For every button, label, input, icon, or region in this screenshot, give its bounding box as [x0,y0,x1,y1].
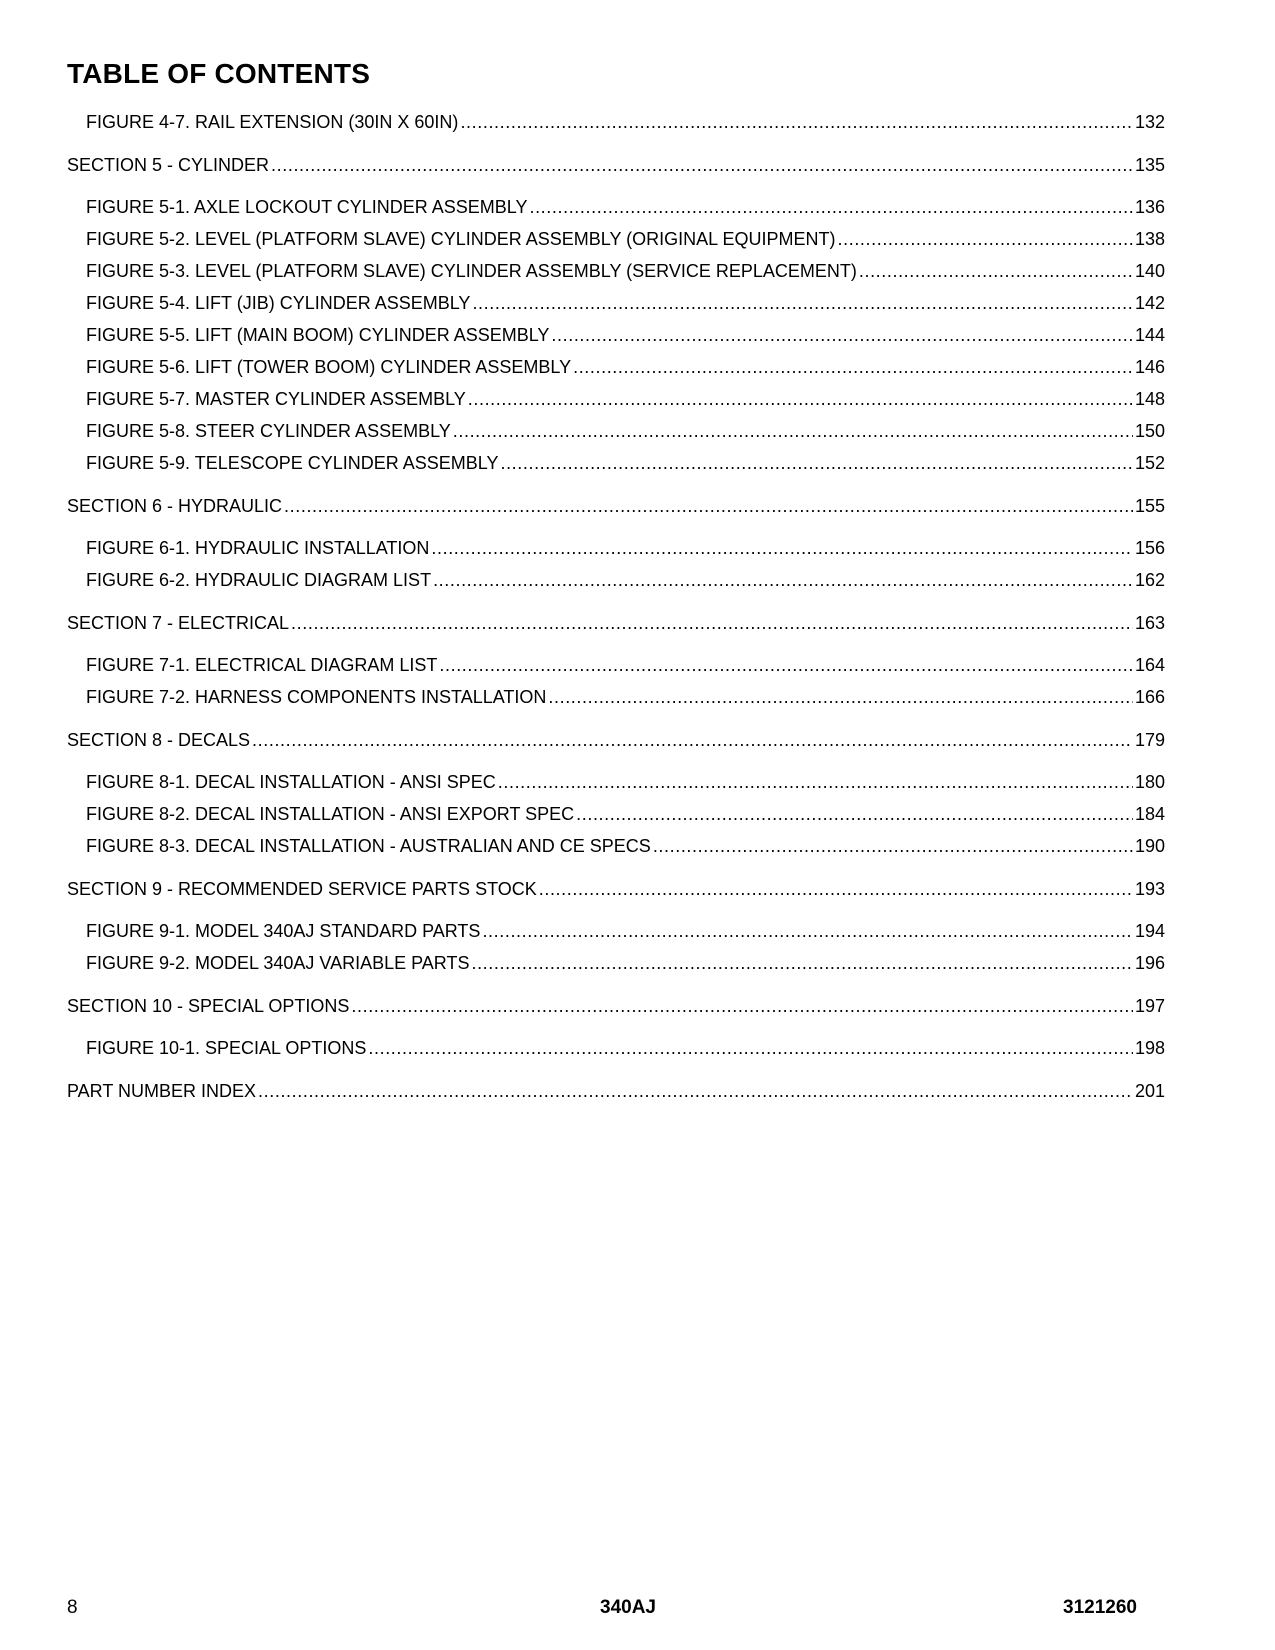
toc-dot-leader [471,953,1132,973]
toc-entry-page-number: 150 [1134,421,1165,441]
toc-dot-leader [368,1038,1133,1058]
toc-entry-page-number: 135 [1134,154,1165,175]
toc-entry-label: FIGURE 8-3. DECAL INSTALLATION - AUSTRALIAN AND CE SPECS [86,836,651,856]
toc-entry-label: FIGURE 7-1. ELECTRICAL DIAGRAM LIST [86,655,438,675]
toc-entry-label: FIGURE 9-1. MODEL 340AJ STANDARD PARTS [86,921,481,941]
toc-dot-leader [258,1081,1133,1101]
toc-figure-entry[interactable] [67,538,1165,570]
toc-dot-leader [291,613,1133,633]
toc-entry-label: PART NUMBER INDEX [67,1080,257,1101]
toc-entry-page-number: 142 [1134,293,1165,313]
toc-dot-leader [284,496,1133,516]
toc-dot-leader [529,197,1132,217]
table-of-contents [67,112,1165,1113]
toc-entry-page-number: 132 [1134,112,1165,132]
toc-figure-entry[interactable] [67,421,1165,453]
toc-figure-entry[interactable] [67,389,1165,421]
toc-figure-entry[interactable] [67,570,1165,602]
toc-entry-page-number: 190 [1134,836,1165,856]
toc-figure-entry[interactable] [67,836,1165,868]
toc-entry-page-number: 138 [1134,229,1165,249]
page-title: TABLE OF CONTENTS [67,58,371,89]
toc-dot-leader [653,836,1133,856]
toc-entry-page-number: 148 [1134,389,1165,409]
toc-entry-page-number: 164 [1134,655,1165,675]
toc-entry-label: FIGURE 4-7. RAIL EXTENSION (30IN X 60IN) [86,112,459,132]
toc-dot-leader [433,570,1133,590]
toc-dot-leader [859,261,1133,281]
toc-figure-entry[interactable] [67,921,1165,953]
toc-entry-label: FIGURE 5-3. LEVEL (PLATFORM SLAVE) CYLINDER ASSEMBLY (SERVICE REPLACEMENT) [86,261,857,281]
toc-figure-entry[interactable] [67,357,1165,389]
toc-entry-label: FIGURE 8-1. DECAL INSTALLATION - ANSI SPEC [86,772,496,792]
toc-entry-label: FIGURE 8-2. DECAL INSTALLATION - ANSI EXPORT SPEC [86,804,575,824]
toc-dot-leader [500,453,1132,473]
toc-figure-entry[interactable] [67,687,1165,719]
toc-entry-page-number: 193 [1134,878,1165,899]
toc-section-entry[interactable] [67,613,1165,645]
toc-entry-label: FIGURE 5-7. MASTER CYLINDER ASSEMBLY [86,389,466,409]
toc-entry-page-number: 197 [1134,995,1165,1016]
footer-page-number: 8 [67,1597,78,1618]
toc-entry-page-number: 155 [1134,495,1165,516]
toc-entry-label: FIGURE 5-6. LIFT (TOWER BOOM) CYLINDER ASSEMBLY [86,357,572,377]
toc-entry-page-number: 196 [1134,953,1165,973]
toc-figure-entry[interactable] [67,953,1165,985]
toc-dot-leader [573,357,1133,377]
toc-entry-page-number: 179 [1134,729,1165,750]
toc-entry-page-number: 201 [1134,1080,1165,1101]
toc-entry-page-number: 198 [1134,1038,1165,1058]
toc-figure-entry[interactable] [67,772,1165,804]
toc-entry-label: SECTION 7 - ELECTRICAL [67,612,290,633]
toc-entry-page-number: 184 [1134,804,1165,824]
toc-dot-leader [351,996,1133,1016]
toc-figure-entry[interactable] [67,804,1165,836]
toc-entry-page-number: 140 [1134,261,1165,281]
toc-entry-label: SECTION 8 - DECALS [67,729,251,750]
toc-section-entry[interactable] [67,1081,1165,1113]
toc-entry-page-number: 163 [1134,612,1165,633]
toc-dot-leader [460,112,1133,132]
toc-dot-leader [252,730,1133,750]
toc-entry-label: FIGURE 5-2. LEVEL (PLATFORM SLAVE) CYLINDER ASSEMBLY (ORIGINAL EQUIPMENT) [86,229,836,249]
toc-entry-label: FIGURE 5-4. LIFT (JIB) CYLINDER ASSEMBLY [86,293,471,313]
toc-figure-entry[interactable] [67,261,1165,293]
toc-entry-page-number: 162 [1134,570,1165,590]
toc-entry-page-number: 136 [1134,197,1165,217]
toc-entry-label: FIGURE 6-2. HYDRAULIC DIAGRAM LIST [86,570,432,590]
toc-figure-entry[interactable] [67,293,1165,325]
toc-entry-label: FIGURE 6-1. HYDRAULIC INSTALLATION [86,538,430,558]
toc-entry-label: SECTION 9 - RECOMMENDED SERVICE PARTS STOCK [67,878,537,899]
toc-figure-entry[interactable] [67,229,1165,261]
toc-section-entry[interactable] [67,496,1165,528]
toc-entry-label: SECTION 10 - SPECIAL OPTIONS [67,995,350,1016]
footer-document-number: 3121260 [1063,1597,1137,1618]
toc-entry-label: FIGURE 9-2. MODEL 340AJ VARIABLE PARTS [86,953,470,973]
toc-dot-leader [431,538,1133,558]
toc-dot-leader [468,389,1133,409]
toc-entry-label: FIGURE 5-8. STEER CYLINDER ASSEMBLY [86,421,451,441]
toc-dot-leader [472,293,1133,313]
toc-dot-leader [551,325,1133,345]
toc-entry-page-number: 146 [1134,357,1165,377]
toc-dot-leader [271,155,1133,175]
toc-dot-leader [838,229,1133,249]
toc-dot-leader [539,879,1133,899]
toc-dot-leader [548,687,1133,707]
toc-entry-label: FIGURE 5-5. LIFT (MAIN BOOM) CYLINDER ASSEMBLY [86,325,550,345]
toc-figure-entry[interactable] [67,1038,1165,1070]
toc-figure-entry[interactable] [67,453,1165,485]
toc-entry-page-number: 166 [1134,687,1165,707]
toc-entry-label: FIGURE 7-2. HARNESS COMPONENTS INSTALLATION [86,687,547,707]
toc-dot-leader [453,421,1133,441]
toc-figure-entry[interactable] [67,655,1165,687]
toc-entry-page-number: 152 [1134,453,1165,473]
toc-section-entry[interactable] [67,730,1165,762]
toc-dot-leader [576,804,1133,824]
toc-figure-entry[interactable] [67,325,1165,357]
toc-dot-leader [498,772,1133,792]
toc-entry-label: FIGURE 5-1. AXLE LOCKOUT CYLINDER ASSEMBLY [86,197,528,217]
toc-entry-label: FIGURE 10-1. SPECIAL OPTIONS [86,1038,367,1058]
toc-entry-label: FIGURE 5-9. TELESCOPE CYLINDER ASSEMBLY [86,453,499,473]
toc-dot-leader [482,921,1133,941]
toc-figure-entry[interactable] [67,112,1165,144]
toc-section-entry[interactable] [67,155,1165,187]
toc-entry-page-number: 144 [1134,325,1165,345]
toc-dot-leader [439,655,1133,675]
toc-entry-label: SECTION 5 - CYLINDER [67,154,270,175]
toc-entry-page-number: 194 [1134,921,1165,941]
toc-section-entry[interactable] [67,879,1165,911]
toc-figure-entry[interactable] [67,197,1165,229]
toc-section-entry[interactable] [67,996,1165,1028]
footer-model-name: 340AJ [600,1597,656,1618]
toc-entry-page-number: 156 [1134,538,1165,558]
toc-entry-page-number: 180 [1134,772,1165,792]
toc-entry-label: SECTION 6 - HYDRAULIC [67,495,283,516]
